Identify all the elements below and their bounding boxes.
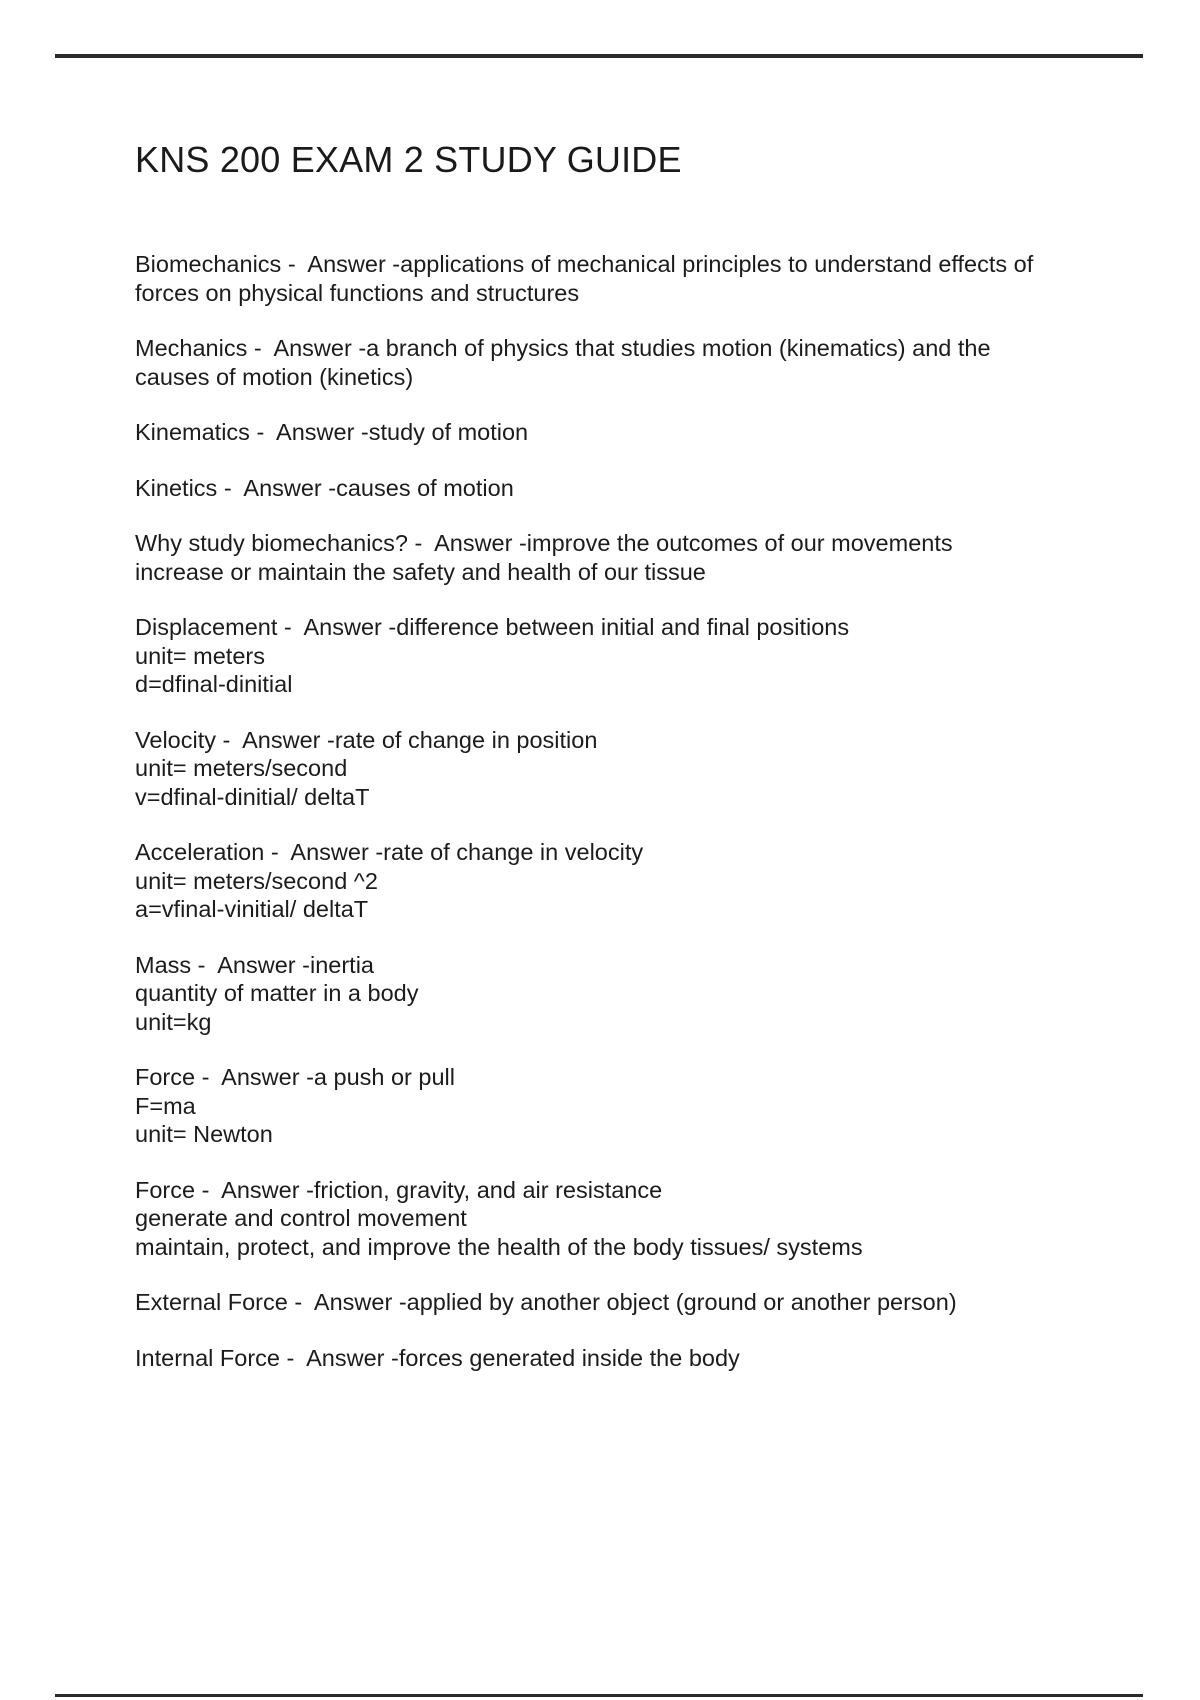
text-line: increase or maintain the safety and health of our tissue <box>135 558 706 585</box>
study-entry <box>135 1288 1155 1317</box>
study-entries <box>135 250 1155 1372</box>
study-entry <box>135 1344 1155 1373</box>
page-title: KNS 200 EXAM 2 STUDY GUIDE <box>135 139 682 180</box>
text-line: unit=kg <box>135 1008 212 1035</box>
study-entry <box>135 1063 1155 1149</box>
text-line: Force - Answer -a push or pull <box>135 1064 455 1090</box>
text-line: Kinetics - Answer -causes of motion <box>135 474 514 501</box>
study-entry <box>135 1176 1155 1262</box>
study-entry <box>135 418 1155 447</box>
study-entry <box>135 951 1155 1037</box>
text-line: v=dfinal-dinitial/ deltaT <box>135 783 370 810</box>
text-line: External Force - Answer -applied by another object (ground or another person) <box>135 1289 957 1315</box>
text-line: unit= meters/second <box>135 755 348 781</box>
text-line: a=vfinal-vinitial/ deltaT <box>135 896 369 922</box>
text-line: forces on physical functions and structures <box>135 279 580 306</box>
text-line: Internal Force - Answer -forces generated inside the body <box>135 1344 740 1371</box>
study-entry <box>135 474 1155 503</box>
text-line: Acceleration - Answer -rate of change in velocity <box>135 839 644 865</box>
study-entry <box>135 726 1155 812</box>
bottom-rule <box>55 1694 1143 1697</box>
study-entry <box>135 334 1155 391</box>
text-line: generate and control movement <box>135 1205 467 1231</box>
text-line: Kinematics - Answer -study of motion <box>135 419 529 445</box>
text-line: unit= meters/second ^2 <box>135 867 378 894</box>
text-line: Why study biomechanics? - Answer -improve the outcomes of our movements <box>135 530 953 556</box>
text-line: unit= Newton <box>135 1121 273 1147</box>
text-line: causes of motion (kinetics) <box>135 363 414 390</box>
study-entry <box>135 529 1155 586</box>
text-line: Mechanics - Answer -a branch of physics that studies motion (kinematics) and the <box>135 335 991 361</box>
text-line: Biomechanics - Answer -applications of mechanical principles to understand effects of <box>135 251 1034 277</box>
study-entry <box>135 838 1155 924</box>
text-line: Mass - Answer -inertia <box>135 951 374 978</box>
study-entry <box>135 613 1155 699</box>
study-entry <box>135 250 1155 307</box>
text-line: Force - Answer -friction, gravity, and air resistance <box>135 1176 663 1203</box>
text-line: Velocity - Answer -rate of change in position <box>135 726 598 753</box>
top-rule <box>55 54 1143 58</box>
text-line: maintain, protect, and improve the health of the body tissues/ systems <box>135 1233 863 1260</box>
text-line: Displacement - Answer -difference between initial and final positions <box>135 614 850 640</box>
text-line: F=ma <box>135 1092 196 1119</box>
text-line: d=dfinal-dinitial <box>135 671 293 697</box>
text-line: unit= meters <box>135 642 265 669</box>
text-line: quantity of matter in a body <box>135 980 419 1006</box>
